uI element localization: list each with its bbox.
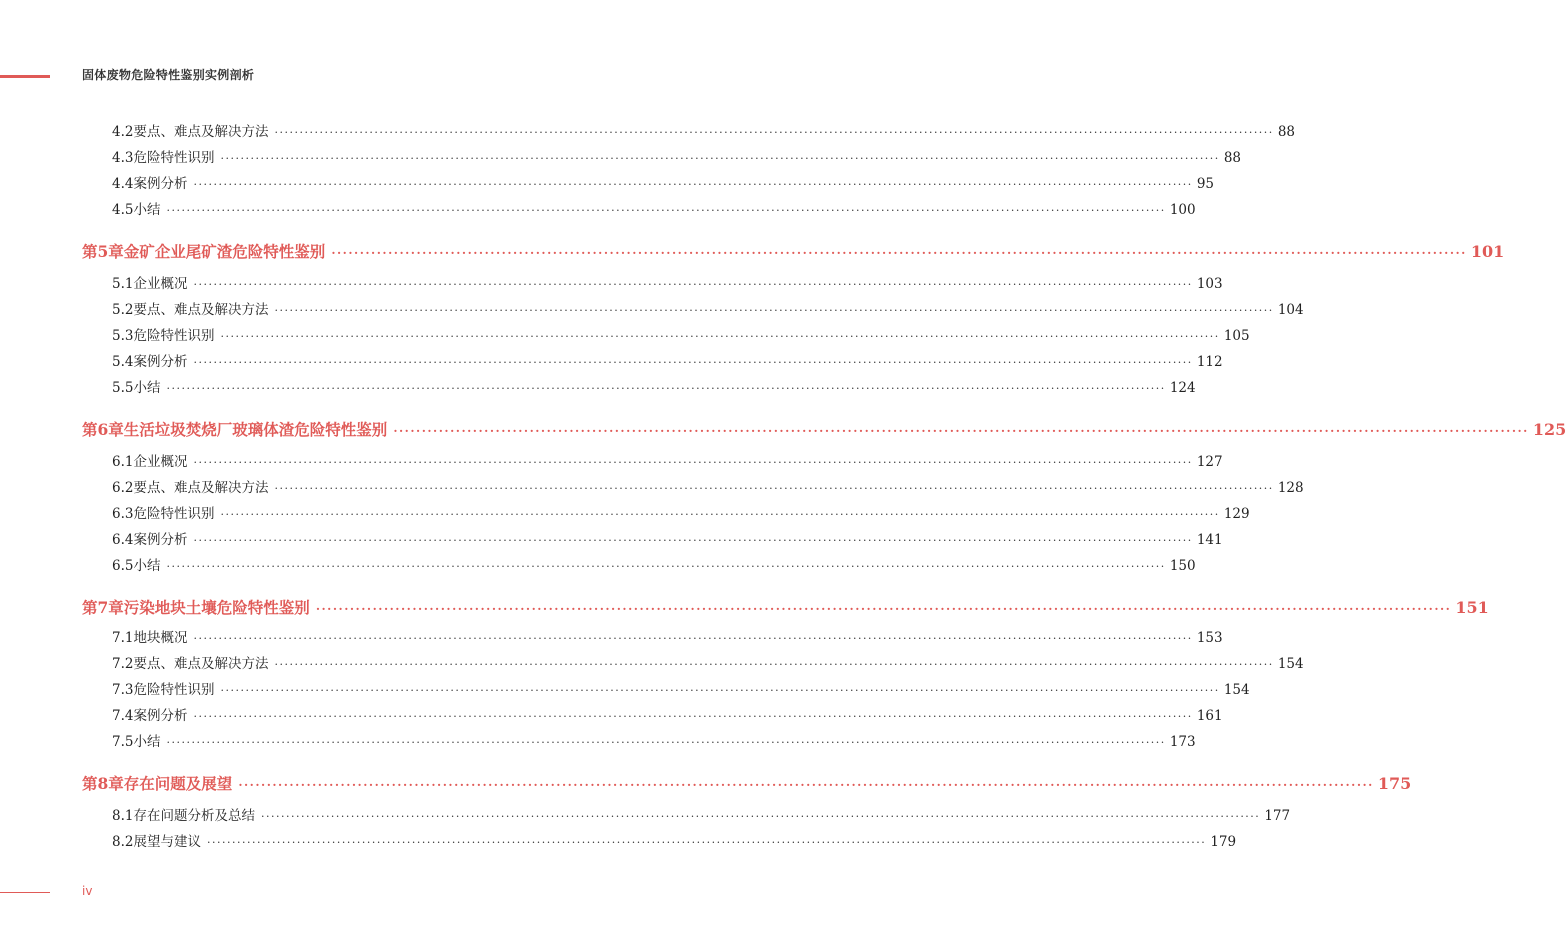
toc-entry-title: 案例分析 [133,354,188,370]
toc-entry-number: 第8章 [82,774,124,793]
toc-dot-leader: ········································································································································································································ [238,778,1374,792]
toc-entry-number: 8.1 [112,808,134,824]
toc-entry-page: 127 [1196,454,1223,470]
toc-section-entry[interactable] [112,804,1291,824]
toc-entry-page: 104 [1277,302,1304,318]
running-header-title: 固体废物危险特性鉴别实例剖析 [82,68,255,82]
toc-entry-title: 危险特性识别 [133,682,215,698]
toc-section-entry[interactable] [112,450,1223,470]
toc-dot-leader: ········································································································································································································ [206,836,1207,849]
footer-accent-rule [0,892,50,893]
toc-section-entry[interactable] [112,528,1223,548]
toc-dot-leader: ········································································································································································································ [193,356,1193,369]
toc-dot-leader: ········································································································································································································ [393,424,1529,438]
toc-chapter-entry[interactable] [82,418,1566,442]
toc-entry-number: 第5章 [82,242,124,261]
toc-section-entry[interactable] [112,626,1223,646]
toc-entry-title: 要点、难点及解决方法 [133,302,269,318]
toc-entry-title: 地块概况 [133,630,188,646]
toc-entry-page: 154 [1223,682,1250,698]
toc-dot-leader: ········································································································································································································ [315,602,1452,616]
toc-entry-number: 7.5 [112,734,134,750]
toc-chapter-entry[interactable] [82,596,1489,620]
toc-entry-number: 4.5 [112,202,134,218]
toc-entry-number: 8.2 [112,834,134,850]
toc-dot-leader: ········································································································································································································ [274,658,1274,671]
toc-entry-page: 129 [1223,506,1250,522]
toc-entry-page: 125 [1532,420,1566,439]
toc-entry-title: 要点、难点及解决方法 [133,124,269,140]
toc-dot-leader: ········································································································································································································ [166,560,1166,573]
toc-entry-page: 95 [1196,176,1214,192]
toc-dot-leader: ········································································································································································································ [166,736,1166,749]
toc-section-entry[interactable] [112,146,1241,166]
toc-entry-page: 154 [1277,656,1304,672]
toc-entry-title: 要点、难点及解决方法 [133,656,269,672]
toc-entry-number: 5.4 [112,354,134,370]
toc-dot-leader: ········································································································································································································ [193,178,1193,191]
toc-chapter-entry[interactable] [82,240,1505,264]
toc-entry-page: 88 [1223,150,1241,166]
toc-entry-title: 危险特性识别 [133,150,215,166]
toc-section-entry[interactable] [112,704,1223,724]
toc-entry-number: 4.2 [112,124,134,140]
toc-section-entry[interactable] [112,120,1295,140]
toc-entry-page: 151 [1455,598,1489,617]
toc-entry-number: 5.5 [112,380,134,396]
toc-entry-title: 小结 [133,734,161,750]
toc-entry-title: 小结 [133,202,161,218]
toc-section-entry[interactable] [112,502,1250,522]
toc-entry-number: 第7章 [82,598,124,617]
toc-dot-leader: ········································································································································································································ [166,204,1166,217]
toc-entry-page: 179 [1210,834,1237,850]
toc-entry-title: 要点、难点及解决方法 [133,480,269,496]
toc-entry-number: 6.1 [112,454,134,470]
toc-entry-title: 案例分析 [133,708,188,724]
toc-entry-number: 7.1 [112,630,134,646]
toc-dot-leader: ········································································································································································································ [193,278,1193,291]
toc-dot-leader: ········································································································································································································ [274,126,1274,139]
toc-entry-title: 企业概况 [133,454,188,470]
toc-entry-title: 污染地块土壤危险特性鉴别 [123,598,310,617]
toc-section-entry[interactable] [112,172,1214,192]
toc-entry-number: 6.2 [112,480,134,496]
toc-section-entry[interactable] [112,730,1196,750]
toc-section-entry[interactable] [112,476,1304,496]
toc-entry-number: 6.5 [112,558,134,574]
toc-section-entry[interactable] [112,198,1196,218]
toc-dot-leader: ········································································································································································································ [220,684,1220,697]
toc-entry-title: 存在问题分析及总结 [133,808,255,824]
toc-dot-leader: ········································································································································································································ [193,632,1193,645]
toc-section-entry[interactable] [112,652,1304,672]
toc-entry-page: 100 [1169,202,1196,218]
toc-entry-title: 危险特性识别 [133,506,215,522]
toc-entry-page: 124 [1169,380,1196,396]
toc-section-entry[interactable] [112,324,1250,344]
toc-section-entry[interactable] [112,350,1223,370]
toc-section-entry[interactable] [112,298,1304,318]
toc-section-entry[interactable] [112,376,1196,396]
toc-entry-title: 案例分析 [133,532,188,548]
toc-chapter-entry[interactable] [82,772,1412,796]
toc-entry-number: 4.3 [112,150,134,166]
toc-entry-number: 7.4 [112,708,134,724]
toc-entry-page: 105 [1223,328,1250,344]
toc-dot-leader: ········································································································································································································ [331,246,1467,260]
toc-entry-page: 173 [1169,734,1196,750]
toc-dot-leader: ········································································································································································································ [260,810,1261,823]
toc-dot-leader: ········································································································································································································ [193,710,1193,723]
toc-entry-title: 案例分析 [133,176,188,192]
toc-entry-number: 6.3 [112,506,134,522]
toc-entry-page: 177 [1264,808,1291,824]
toc-entry-number: 第6章 [82,420,124,439]
toc-entry-number: 5.2 [112,302,134,318]
toc-dot-leader: ········································································································································································································ [193,456,1193,469]
toc-entry-page: 88 [1277,124,1295,140]
toc-entry-page: 153 [1196,630,1223,646]
toc-entry-page: 141 [1196,532,1223,548]
toc-entry-page: 150 [1169,558,1196,574]
toc-entry-page: 101 [1470,242,1505,261]
toc-entry-number: 5.3 [112,328,134,344]
toc-entry-number: 4.4 [112,176,134,192]
toc-entry-page: 175 [1377,774,1412,793]
toc-entry-title: 小结 [133,380,161,396]
toc-dot-leader: ········································································································································································································ [220,508,1220,521]
toc-entry-title: 金矿企业尾矿渣危险特性鉴别 [123,242,326,261]
toc-dot-leader: ········································································································································································································ [166,382,1166,395]
toc-dot-leader: ········································································································································································································ [274,482,1274,495]
toc-entry-title: 存在问题及展望 [123,774,233,793]
toc-dot-leader: ········································································································································································································ [193,534,1193,547]
page-number: iv [82,884,93,898]
toc-entry-number: 7.2 [112,656,134,672]
toc-entry-title: 展望与建议 [133,834,201,850]
toc-entry-number: 5.1 [112,276,134,292]
toc-entry-title: 企业概况 [133,276,188,292]
toc-entry-title: 小结 [133,558,161,574]
toc-section-entry[interactable] [112,272,1223,292]
toc-dot-leader: ········································································································································································································ [220,152,1220,165]
toc-entry-page: 161 [1196,708,1223,724]
toc-section-entry[interactable] [112,554,1196,574]
toc-entry-number: 6.4 [112,532,134,548]
toc-entry-number: 7.3 [112,682,134,698]
toc-section-entry[interactable] [112,678,1250,698]
toc-dot-leader: ········································································································································································································ [274,304,1274,317]
toc-dot-leader: ········································································································································································································ [220,330,1220,343]
toc-section-entry[interactable] [112,830,1237,850]
toc-entry-page: 112 [1196,354,1223,370]
toc-entry-page: 103 [1196,276,1223,292]
toc-entry-title: 生活垃圾焚烧厂玻璃体渣危险特性鉴别 [123,420,388,439]
toc-entry-title: 危险特性识别 [133,328,215,344]
toc-entry-page: 128 [1277,480,1304,496]
